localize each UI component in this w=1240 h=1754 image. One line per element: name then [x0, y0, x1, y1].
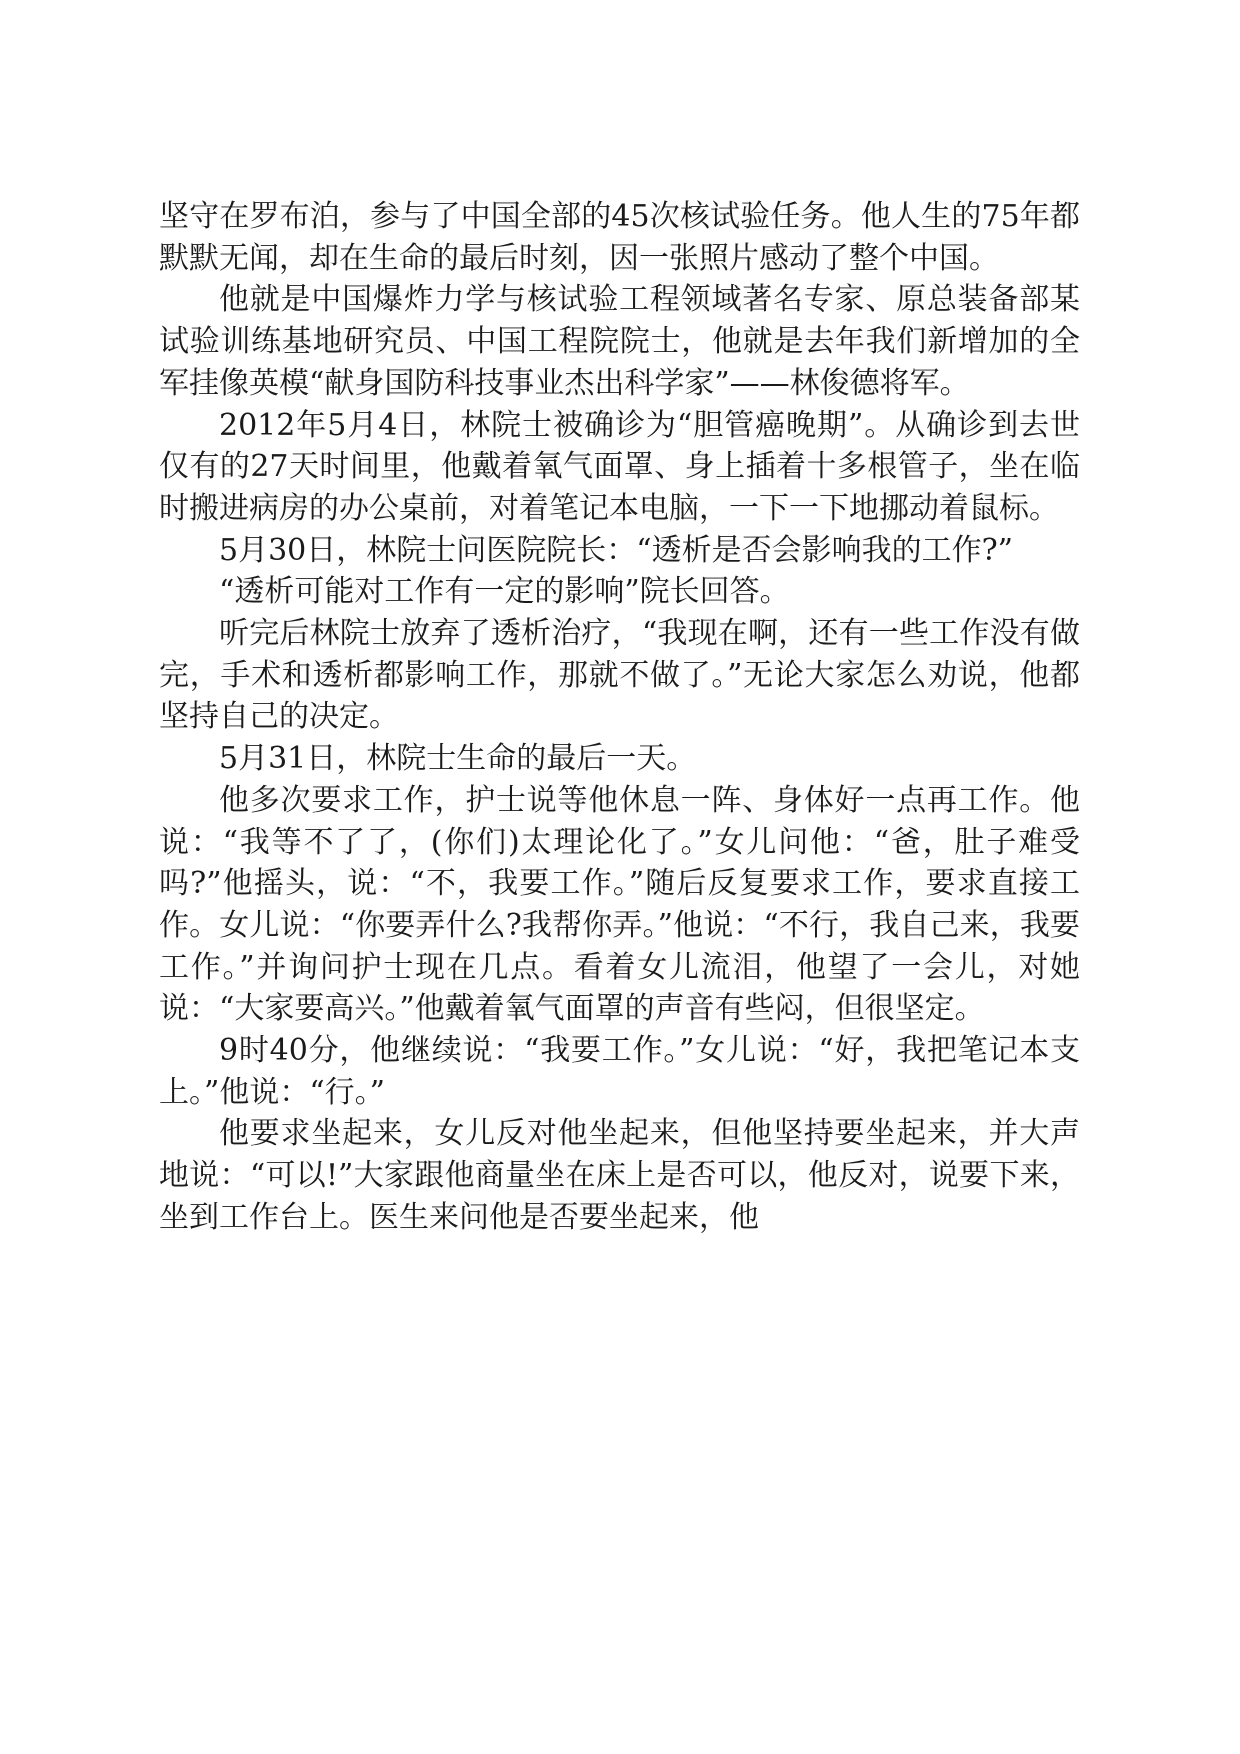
paragraph-7: 5月31日，林院士生命的最后一天。 — [219, 741, 697, 777]
paragraph-1: 坚守在罗布泊，参与了中国全部的45次核试验任务。他人生的75年都默默无闻，却在生命的最后时刻，因一张照片感动了整个中国。 — [159, 199, 1080, 276]
paragraph-4: 5月30日，林院士问医院院长：“透析是否会影响我的工作?” — [219, 532, 1014, 568]
paragraph-5: “透析可能对工作有一定的影响”院长回答。 — [219, 574, 790, 610]
document-page — [159, 196, 1080, 1239]
paragraph-6: 听完后林院士放弃了透析治疗，“我现在啊，还有一些工作没有做完，手术和透析都影响工作，那就不做了。”无论大家怎么劝说，他都坚持自己的决定。 — [159, 616, 1080, 735]
paragraph-10: 他要求坐起来，女儿反对他坐起来，但他坚持要坐起来，并大声地说：“可以!”大家跟他商量坐在床上是否可以，他反对，说要下来，坐到工作台上。医生来问他是否要坐起来，他 — [159, 1116, 1080, 1235]
paragraph-9: 9时40分，他继续说：“我要工作。”女儿说：“好，我把笔记本支上。”他说：“行。” — [159, 1033, 1080, 1110]
paragraph-3: 2012年5月4日，林院士被确诊为“胆管癌晚期”。从确诊到去世仅有的27天时间里，他戴着氧气面罩、身上插着十多根管子，坐在临时搬进病房的办公桌前，对着笔记本电脑，一下一下地挪动着鼠标。 — [159, 407, 1080, 526]
paragraph-8: 他多次要求工作，护士说等他休息一阵、身体好一点再工作。他说：“我等不了了，(你们)太理论化了。”女儿问他：“爸，肚子难受吗?”他摇头，说：“不，我要工作。”随后反复要求工作，要求直接工作。女儿说：“你要弄什么?我帮你弄。”他说：“不行，我自己来，我要工作。”并询问护士现在几点。看着女儿流泪，他望了一会儿，对她说：“大家要高兴。”他戴着氧气面罩的声音有些闷，但很坚定。 — [159, 782, 1080, 1027]
paragraph-2: 他就是中国爆炸力学与核试验工程领域著名专家、原总装备部某试验训练基地研究员、中国工程院院士，他就是去年我们新增加的全军挂像英模“献身国防科技事业杰出科学家”——林俊德将军。 — [159, 282, 1080, 401]
